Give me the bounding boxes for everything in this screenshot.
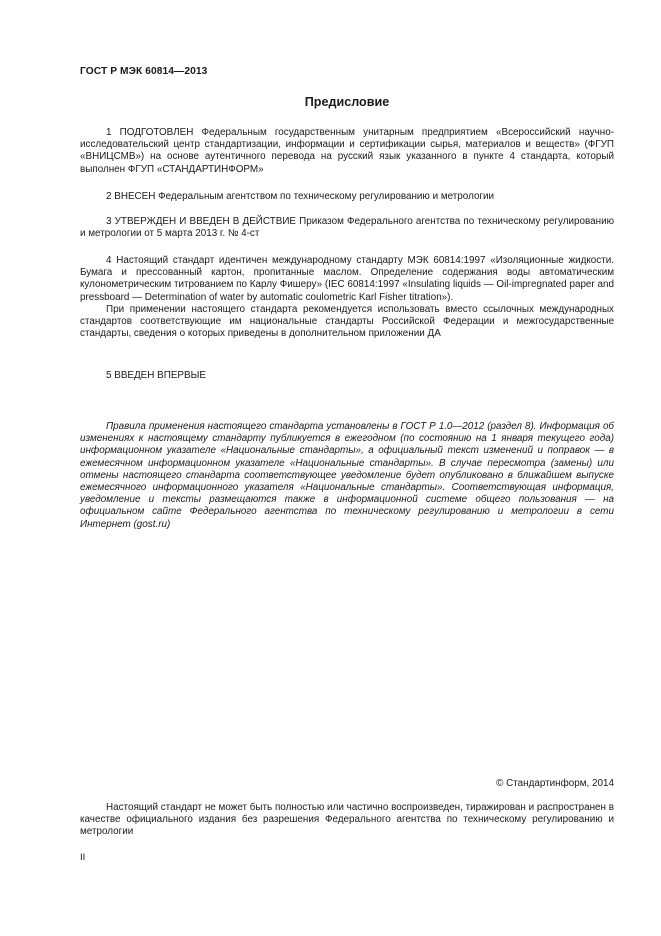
item-3 xyxy=(80,216,614,240)
item-1-text: 1 ПОДГОТОВЛЕН Федеральным государственным унитарным предприятием «Всероссийский научно-исследовательский центр стандартизации, информации и сертификации сырья, материалов и веществ» (ФГУП «ВНИЦСМВ») на основе аутентичного перевода на русский язык указанного в пункте 4 стандарта, который выполнен ФГУП «СТАНДАРТИНФОРМ» xyxy=(80,127,614,175)
item-5-text: 5 ВВЕДЕН ВПЕРВЫЕ xyxy=(106,370,206,381)
reproduction-notice xyxy=(80,802,614,839)
copyright-line: © Стандартинформ, 2014 xyxy=(496,778,614,789)
rules-notice-text: Правила применения настоящего стандарта установлены в ГОСТ Р 1.0—2012 (раздел 8). Информация об изменениях к настоящему стандарту публикуется в ежегодном (по состоянию на 1 января текущего года) информационном указателе «Национальные стандарты», а официальный текст изменений и поправок — в ежемесячном информационном указателе «Национальные стандарты». В случае пересмотра (замены) или отмены настоящего стандарта соответствующее уведомление будет опубликовано в ближайшем выпуске ежемесячного информационного указателя «Национальные стандарты». Соответствующая информация, уведомление и тексты размещаются также в информационной системе общего пользования — на официальном сайте Федерального агентства по техническому регулированию и метрологии в сети Интернет (gost.ru) xyxy=(80,421,614,530)
item-2-text: 2 ВНЕСЕН Федеральным агентством по техническому регулированию и метрологии xyxy=(106,191,495,202)
standard-code-header: ГОСТ Р МЭК 60814—2013 xyxy=(80,66,208,77)
item-4 xyxy=(80,255,614,340)
item-5 xyxy=(80,370,614,382)
page-number: II xyxy=(80,852,86,863)
item-1 xyxy=(80,127,614,176)
page-title: Предисловие xyxy=(304,95,390,109)
item-4-text: 4 Настоящий стандарт идентичен международному стандарту МЭК 60814:1997 «Изоляционные жидкости. Бумага и прессованный картон, пропитанные маслом. Определение содержания воды автоматическим кулонометрическим титрованием по Карлу Фишеру» (IEC 60814:1997 «Insulating liquids — Oil-impregnated paper and pressboard — Determination of water by automatic coulometric Karl Fisher titration»). xyxy=(80,255,614,303)
rules-notice xyxy=(80,421,614,531)
item-4-note: При применении настоящего стандарта рекомендуется использовать вместо ссылочных международных стандартов соответствующие им национальные стандарты Российской Федерации и межгосударственные стандарты, сведения о которых приведены в дополнительном приложении ДА xyxy=(80,303,614,340)
item-2 xyxy=(80,191,614,203)
item-3-text: 3 УТВЕРЖДЕН И ВВЕДЕН В ДЕЙСТВИЕ Приказом Федерального агентства по техническому регулированию и метрологии от 5 марта 2013 г. № 4-ст xyxy=(80,216,614,240)
reproduction-notice-text: Настоящий стандарт не может быть полностью или частично воспроизведен, тиражирован и распространен в качестве официального издания без разрешения Федерального агентства по техническому регулированию и метрологии xyxy=(80,802,614,838)
